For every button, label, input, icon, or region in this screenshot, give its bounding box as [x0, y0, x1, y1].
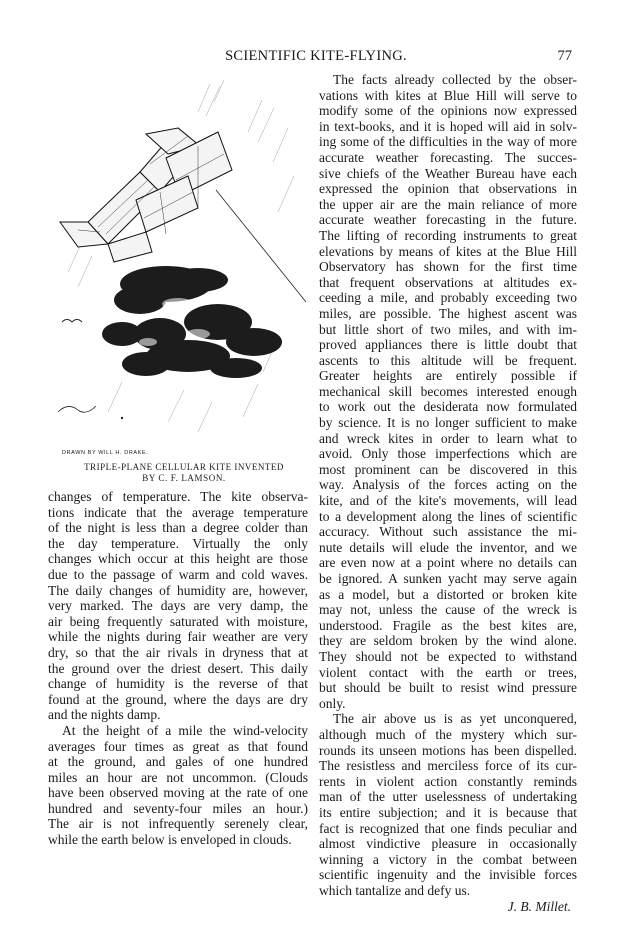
text-line: At the height of a mile the wind-velocity	[62, 722, 308, 738]
text-line: The daily changes of humidity are, however,	[48, 582, 308, 598]
running-head: SCIENTIFIC KITE-FLYING.	[225, 48, 407, 64]
text-line: as a model, but a distorted or broken kite	[319, 586, 577, 602]
text-line: man of the utter uselessness of undertaking	[319, 789, 577, 805]
text-line: by science. It is no longer sufficient to make	[319, 415, 577, 431]
text-line: have been observed moving at the rate of one	[48, 785, 308, 801]
text-line: miles, are possible. The highest ascent was	[319, 305, 577, 321]
page-number: 77	[557, 48, 572, 64]
illustration-credit: DRAWN BY WILL H. DRAKE.	[62, 450, 149, 456]
text-line: avoid. Only those imperfections which are	[319, 446, 577, 462]
right-column	[319, 72, 577, 915]
text-line: and wreck kites in order to learn what to	[319, 430, 577, 446]
text-line: although much of the mystery which sur-	[319, 726, 577, 742]
text-line: accuracy. Without such assistance the mi-	[319, 524, 577, 540]
figure-caption-line1: TRIPLE-PLANE CELLULAR KITE INVENTED	[84, 462, 284, 472]
kite-drawing	[48, 72, 320, 452]
text-line: Greater heights are entirely possible if	[319, 368, 577, 384]
text-line: which tantalize and defy us.	[319, 882, 471, 898]
text-line: the ground over the driest desert. This daily	[48, 660, 308, 676]
text-line: The air is not infrequently serenely clear,	[48, 816, 308, 832]
text-line: sive chiefs of the Weather Bureau have each	[319, 165, 577, 181]
text-line: way. Analysis of the forces acting on the	[319, 477, 577, 493]
text-line: to work out the desiderata now formulated	[319, 399, 577, 415]
text-line: accurate weather forecasting in the future.	[319, 212, 577, 228]
text-line: The lifting of recording instruments to great	[319, 227, 577, 243]
text-line: but little short of two miles, and with im-	[319, 321, 577, 337]
text-line: be ignored. A sunken yacht may serve again	[319, 571, 577, 586]
text-line: expressed the opinion that observations in	[319, 181, 577, 197]
text-line: they are seldom broken by the wind alone.	[319, 633, 577, 649]
text-line: winning a victory in the combat between	[319, 851, 577, 867]
figure-caption-line2: BY C. F. LAMSON.	[142, 473, 226, 483]
text-line: and the nights damp.	[48, 707, 161, 723]
text-line: at the ground, and gales of one hundred	[48, 754, 308, 770]
text-line: accurate weather forecasting. The succes-	[319, 149, 577, 165]
text-line: only.	[319, 695, 346, 711]
text-line: that frequent observations at altitudes ex-	[319, 274, 577, 290]
text-line: may not, unless the cause of the wreck is	[319, 602, 577, 618]
text-line: rents in violent action constantly reminds	[319, 773, 577, 789]
text-line: changes of temperature. The kite observa-	[48, 489, 308, 504]
text-line: ceeding a mile, and probably exceeding two	[319, 290, 577, 306]
text-line: but should be built to resist wind pressure	[319, 680, 577, 696]
author-signature: J. B. Millet.	[507, 899, 571, 915]
text-line: to a development along the lines of scientific	[319, 508, 577, 524]
text-line: the upper air are the main reliance of more	[319, 196, 577, 212]
text-line: its entire subjection; and it is because that	[319, 804, 577, 820]
text-line: due to the passage of warm and cold waves.	[48, 566, 308, 582]
text-line: of the night is less than a degree colder than	[48, 520, 308, 536]
text-line: miles an hour are not uncommon. (Clouds	[48, 769, 308, 785]
kite-illustration	[48, 72, 320, 484]
text-line: kite, and of the kite's movements, will lead	[319, 493, 577, 509]
text-line: violent contact with the earth or trees,	[319, 664, 577, 680]
text-line: elevations by means of kites at the Blue Hill	[319, 243, 577, 259]
text-line: while the earth below is enveloped in clouds.	[48, 832, 292, 848]
text-line: rounds its unseen motions has been dispelled.	[319, 742, 577, 758]
text-line: change of humidity is the reverse of that	[48, 676, 308, 692]
text-line: changes which occur at this height are those	[48, 551, 308, 567]
text-line: most prominent can be discovered in this	[319, 461, 577, 477]
text-line: ascents to this altitude will be frequent.	[319, 352, 577, 368]
text-line: almost vindictive pleasure in occasionally	[319, 836, 577, 852]
text-line: The resistless and merciless force of its cur-	[319, 758, 577, 774]
text-line: They should not be expected to withstand	[319, 648, 577, 664]
text-line: modify some of the opinions now expressed	[319, 103, 577, 119]
text-line: fact is recognized that one finds peculiar and	[319, 820, 577, 836]
text-line: Observatory has shown for the first time	[319, 259, 577, 275]
text-line: while the nights during fair weather are very	[48, 629, 308, 645]
text-line: proved appliances there is little doubt that	[319, 337, 577, 353]
left-column	[48, 489, 308, 848]
text-line: mechanical skill becomes interested enough	[319, 383, 577, 399]
text-line: vations with kites at Blue Hill will serve to	[319, 87, 577, 103]
text-line: tions indicate that the average temperature	[48, 504, 308, 520]
text-line: nute details will elude the inventor, and we	[319, 539, 577, 555]
text-line: very marked. The days are very damp, the	[48, 598, 308, 614]
page-header	[0, 48, 632, 68]
text-line: hundred and seventy-four miles an hour.)	[48, 800, 308, 816]
text-line: The air above us is as yet unconquered,	[333, 711, 577, 727]
text-line: understood. Fragile as the best kites are,	[319, 617, 577, 633]
text-line: The facts already collected by the obser-	[333, 72, 577, 87]
text-line: dry, so that the air rivals in dryness that at	[48, 644, 308, 660]
text-line: the day temperature. Virtually the only	[48, 535, 308, 551]
text-line: air being frequently saturated with moisture,	[48, 613, 308, 629]
text-line: ing some of the difficulties in the way of more	[319, 134, 577, 150]
text-line: scientific ingenuity and the invisible forces	[319, 867, 577, 883]
text-line: in text-books, and it is hoped will aid in solv-	[319, 118, 577, 134]
text-line: averages four times as great as that found	[48, 738, 308, 754]
text-line: are even now at a point where no details can	[319, 555, 577, 571]
text-line: found at the ground, where the days are dry	[48, 691, 308, 707]
